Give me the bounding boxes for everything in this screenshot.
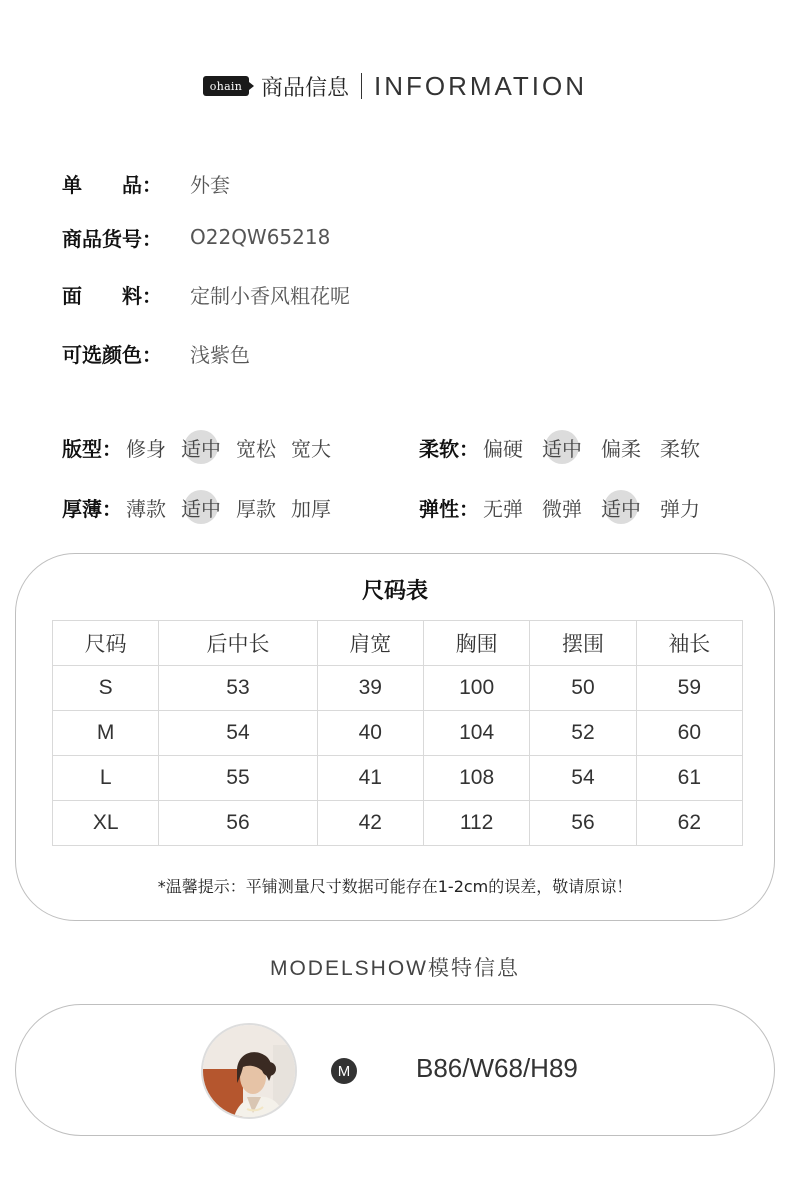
attr-option: 弹力 [660, 496, 700, 521]
attr-option: 厚款 [236, 496, 276, 521]
table-cell: 104 [423, 711, 529, 756]
info-value: 浅紫色 [190, 342, 250, 367]
attr-option: 修身 [126, 436, 166, 461]
table-cell: 108 [423, 756, 529, 801]
attr-fit [62, 430, 346, 464]
attr-option: 宽松 [236, 436, 276, 461]
info-header [0, 66, 790, 106]
attr-softness [419, 430, 715, 464]
model-size-badge: M [331, 1058, 357, 1084]
attr-label: 柔软： [419, 436, 479, 461]
table-header-cell: 后中长 [159, 621, 317, 666]
table-cell: 60 [636, 711, 742, 756]
table-row [53, 756, 743, 801]
attr-option: 偏硬 [483, 436, 523, 461]
table-header-cell: 摆围 [530, 621, 636, 666]
table-header-cell: 袖长 [636, 621, 742, 666]
attr-option: 加厚 [291, 496, 331, 521]
table-cell: 52 [530, 711, 636, 756]
table-cell: 40 [317, 711, 423, 756]
brand-logo: ohain [203, 76, 249, 96]
info-row-color [62, 338, 250, 368]
table-cell: S [53, 666, 159, 711]
header-title-en: INFORMATION [373, 70, 588, 101]
info-label: 商品货号： [62, 226, 162, 251]
model-heading: MODELSHOW模特信息 [269, 957, 520, 980]
table-cell: 50 [530, 666, 636, 711]
header-title-cn: 商品信息 [260, 75, 349, 101]
table-cell: M [53, 711, 159, 756]
table-cell: 54 [530, 756, 636, 801]
attr-option: 薄款 [126, 496, 166, 521]
header-divider [361, 73, 362, 99]
table-cell: 61 [636, 756, 742, 801]
size-table [52, 620, 743, 846]
size-note: *温馨提示：平铺测量尺寸数据可能存在1-2cm的误差，敬请原谅！ [157, 877, 633, 896]
table-cell: 39 [317, 666, 423, 711]
table-row [53, 711, 743, 756]
table-cell: 62 [636, 801, 742, 846]
attr-label: 版型： [62, 436, 122, 461]
attr-option: 宽大 [291, 436, 331, 461]
table-row [53, 801, 743, 846]
model-card [15, 1004, 775, 1136]
attr-option: 无弹 [483, 496, 523, 521]
info-label: 可选颜色： [62, 342, 162, 367]
table-cell: 56 [159, 801, 317, 846]
table-cell: 59 [636, 666, 742, 711]
info-row-sku [62, 222, 330, 252]
attr-option: 微弹 [542, 496, 582, 521]
model-photo-icon [203, 1025, 297, 1119]
table-header-row [53, 621, 743, 666]
attr-thickness [62, 490, 346, 524]
info-row-fabric [62, 279, 350, 309]
attr-option-selected: 适中 [542, 433, 582, 462]
size-chart-card [15, 553, 775, 921]
attr-elasticity [419, 490, 715, 524]
attr-option-selected: 适中 [601, 493, 641, 522]
attr-option: 柔软 [660, 436, 700, 461]
info-value: O22QW65218 [190, 225, 331, 249]
info-value: 外套 [190, 172, 230, 197]
info-label: 单 品： [62, 172, 162, 197]
size-chart-title: 尺码表 [361, 579, 428, 604]
table-cell: 56 [530, 801, 636, 846]
model-avatar [201, 1023, 297, 1119]
table-cell: XL [53, 801, 159, 846]
info-value: 定制小香风粗花呢 [190, 283, 350, 308]
table-header-cell: 肩宽 [317, 621, 423, 666]
attr-option-selected: 适中 [181, 433, 221, 462]
table-cell: 100 [423, 666, 529, 711]
attr-label: 弹性： [419, 496, 479, 521]
table-cell: 54 [159, 711, 317, 756]
attr-option-selected: 适中 [181, 493, 221, 522]
table-cell: 53 [159, 666, 317, 711]
table-cell: 42 [317, 801, 423, 846]
table-cell: 41 [317, 756, 423, 801]
info-label: 面 料： [62, 283, 162, 308]
attr-option: 偏柔 [601, 436, 641, 461]
table-cell: 112 [423, 801, 529, 846]
table-header-cell: 胸围 [423, 621, 529, 666]
info-row-item [62, 168, 230, 198]
model-measurements: B86/W68/H89 [416, 1053, 578, 1083]
table-row [53, 666, 743, 711]
table-cell: L [53, 756, 159, 801]
table-header-cell: 尺码 [53, 621, 159, 666]
attr-label: 厚薄： [62, 496, 122, 521]
table-cell: 55 [159, 756, 317, 801]
